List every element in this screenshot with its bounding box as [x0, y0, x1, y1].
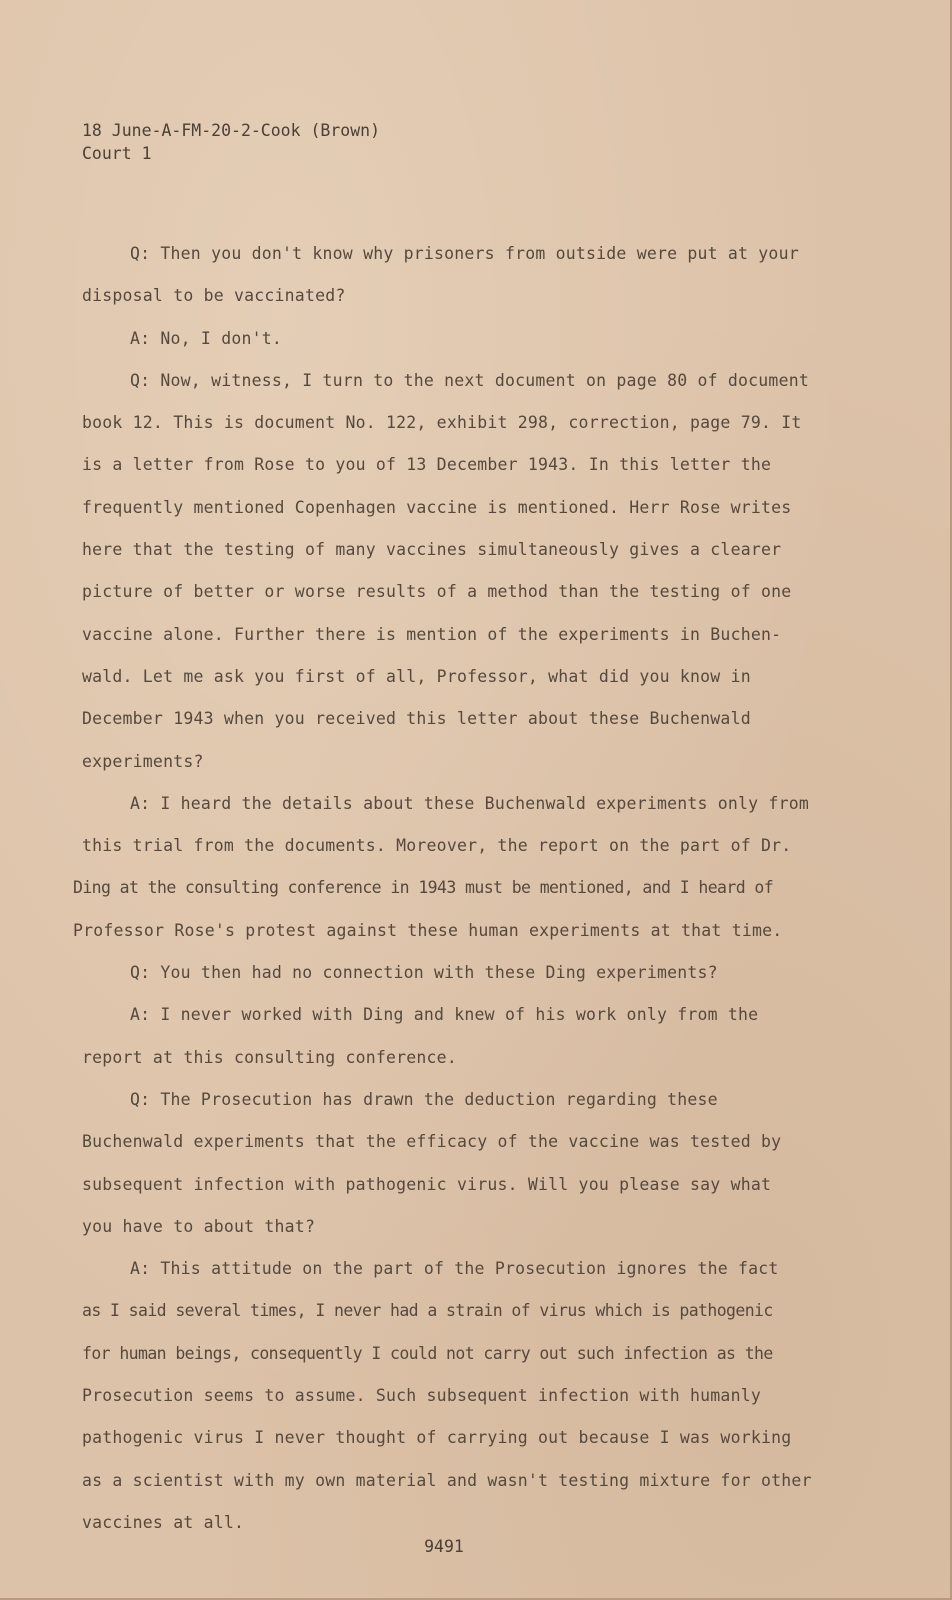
header-reference-line: 18 June-A-FM-20-2-Cook (Brown): [82, 121, 381, 140]
transcript-line: A: This attitude on the part of the Prosecution ignores the fact: [130, 1259, 779, 1279]
transcript-line: picture of better or worse results of a method than the testing of one: [82, 582, 792, 602]
transcript-line: subsequent infection with pathogenic virus. Will you please say what: [82, 1174, 772, 1194]
transcript-line: Prosecution seems to assume. Such subsequent infection with humanly: [82, 1386, 761, 1406]
transcript-line: vaccines at all.: [82, 1512, 245, 1532]
transcript-line: frequently mentioned Copenhagen vaccine is mentioned. Herr Rose writes: [82, 497, 792, 517]
transcript-line: book 12. This is document No. 122, exhibit 298, correction, page 79. It: [82, 413, 802, 433]
transcript-line: is a letter from Rose to you of 13 December 1943. In this letter the: [82, 455, 772, 475]
transcript-line: Q: The Prosecution has drawn the deduction regarding these: [130, 1089, 718, 1109]
document-header: [82, 119, 380, 165]
transcript-line: pathogenic virus I never thought of carrying out because I was working: [82, 1428, 792, 1448]
transcript-line: Q: You then had no connection with these Ding experiments?: [130, 963, 718, 983]
transcript-line: Ding at the consulting conference in 1943 must be mentioned, and I heard of: [73, 878, 774, 898]
transcript-line: this trial from the documents. Moreover, the report on the part of Dr.: [82, 836, 792, 856]
transcript-line: you have to about that?: [82, 1216, 316, 1236]
transcript-line: A: No, I don't.: [130, 328, 283, 348]
transcript-line: for human beings, consequently I could not carry out such infection as the: [82, 1343, 773, 1363]
transcript-line: disposal to be vaccinated?: [82, 286, 346, 306]
page-number: 9491: [424, 1537, 464, 1556]
transcript-line: December 1943 when you received this letter about these Buchenwald: [82, 709, 751, 729]
transcript-line: report at this consulting conference.: [82, 1047, 457, 1067]
transcript-line: A: I heard the details about these Buchenwald experiments only from: [130, 793, 809, 813]
transcript-body: [73, 233, 842, 1544]
transcript-line: wald. Let me ask you first of all, Professor, what did you know in: [82, 666, 751, 686]
transcript-line: Buchenwald experiments that the efficacy of the vaccine was tested by: [82, 1132, 782, 1152]
transcript-line: as I said several times, I never had a strain of virus which is pathogenic: [82, 1301, 773, 1321]
transcript-line: as a scientist with my own material and wasn't testing mixture for other: [82, 1470, 812, 1490]
transcript-line: Q: Now, witness, I turn to the next document on page 80 of document: [130, 370, 809, 390]
transcript-line: vaccine alone. Further there is mention of the experiments in Buchen-: [82, 624, 782, 644]
transcript-line: experiments?: [82, 751, 204, 771]
transcript-line: Professor Rose's protest against these human experiments at that time.: [73, 920, 783, 940]
header-court-line: Court 1: [82, 144, 152, 163]
transcript-line: here that the testing of many vaccines simultaneously gives a clearer: [82, 540, 782, 560]
transcript-line: A: I never worked with Ding and knew of his work only from the: [130, 1005, 759, 1025]
transcript-line: Q: Then you don't know why prisoners from outside were put at your: [130, 244, 799, 263]
